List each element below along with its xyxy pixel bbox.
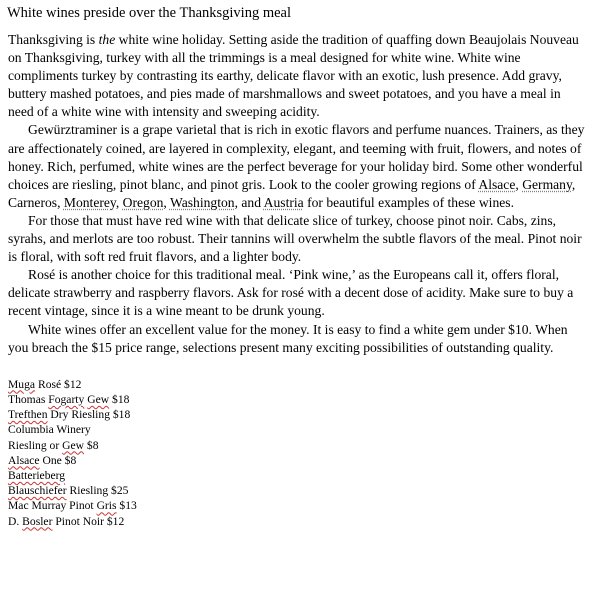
separator: , and: [234, 194, 264, 210]
paragraph-2-text-b: for beautiful examples of these wines.: [303, 194, 514, 210]
separator: ,: [515, 176, 523, 192]
wine-list-text: Riesling or: [8, 438, 63, 452]
place-oregon[interactable]: Oregon: [122, 194, 164, 210]
paragraph-2-text-a: Gewürztraminer is a grape varietal that is rich in exotic flavors and perfume nuances. Trainers, as they are affectionately coined, are layered in complexity, elegant, and teeming with fruit, flowers, and notes of honey. Rich, perfumed, white wines are the perfect beverage for your holiday bird. Some other wonderful choices are riesling, pinot blanc, and pinot gris. Look to the cooler growing regions of: [8, 122, 585, 192]
wine-list-text: Riesling $25: [66, 484, 129, 498]
spellcheck-flagged-word[interactable]: Alsace: [8, 453, 40, 467]
place-austria[interactable]: Austria: [263, 194, 304, 210]
wine-list-text: $18: [109, 392, 130, 406]
paragraph-5: White wines offer an excellent value for the money. It is easy to find a white gem under $10. When you breach the $15 price range, selections present many exciting possibilities of outstanding quality.: [8, 321, 568, 355]
spellcheck-flagged-word[interactable]: Gew: [87, 392, 110, 406]
place-alsace[interactable]: Alsace: [478, 176, 516, 192]
article-body: [8, 31, 588, 357]
wine-list-text: Pinot Noir $12: [52, 514, 125, 528]
separator: ,: [163, 194, 170, 210]
paragraph-1: [8, 31, 588, 121]
wine-list-text: $8: [84, 438, 99, 452]
spellcheck-flagged-word[interactable]: Bosler: [22, 514, 53, 528]
spellcheck-flagged-word[interactable]: Gew: [62, 438, 85, 452]
wine-list-item: [8, 392, 588, 407]
wine-list-item: [8, 498, 588, 513]
paragraph-1-text-b: white wine holiday. Setting aside the tradition of quaffing down Beaujolais Nouveau on Thanksgiving, turkey with all the trimmings is a meal designed for white wine. White wine compliments turkey by contrasting its earthy, delicate flavor with an exotic, lush presence. Add gravy, buttery mashed potatoes, and pies made of marshmallows and sweet potatoes, and you have a meal in need of a white wine with intensity and sweeping acidity.: [8, 32, 579, 120]
wine-list-text: Thomas: [8, 392, 49, 406]
spellcheck-flagged-word[interactable]: Gris: [96, 499, 117, 513]
wine-list-item: [8, 438, 588, 453]
wine-list-text: D.: [8, 514, 23, 528]
wine-list-item: [8, 453, 588, 468]
place-germany[interactable]: Germany: [522, 176, 572, 192]
spellcheck-flagged-word[interactable]: Blauschiefer: [8, 484, 67, 498]
article-headline: White wines preside over the Thanksgiving meal: [7, 5, 292, 21]
spellcheck-flagged-word[interactable]: Trefthen: [8, 408, 48, 422]
spellcheck-flagged-word[interactable]: Batterieberg: [8, 468, 66, 482]
wine-list-item: [8, 377, 588, 392]
wine-list-text: Columbia Winery: [8, 423, 91, 437]
paragraph-4: Rosé is another choice for this traditional meal. ‘Pink wine,’ as the Europeans call it, offers floral, delicate strawberry and raspberry flavors. Ask for rosé with a decent dose of acidity. Make sure to buy a recent vintage, since it is a wine meant to be drunk young.: [8, 267, 574, 319]
wine-list-item: [8, 514, 588, 529]
paragraph-1-text-a: Thanksgiving is: [8, 32, 99, 47]
wine-list-text: Rosé $12: [35, 377, 82, 391]
place-washington[interactable]: Washington: [169, 194, 235, 210]
paragraph-1-emphasis: the: [98, 32, 116, 47]
wine-list-text: One $8: [39, 453, 77, 467]
separator: ,: [115, 194, 123, 210]
wine-list: [8, 377, 588, 529]
wine-list-item: [8, 422, 588, 437]
wine-list-text: $13: [116, 499, 137, 513]
separator: , Carneros,: [8, 176, 576, 210]
wine-list-text: Mac Murray Pinot: [8, 499, 97, 513]
wine-list-item: [8, 468, 588, 483]
wine-list-text: Dry Riesling $18: [47, 408, 131, 422]
spellcheck-flagged-word[interactable]: Fogarty: [48, 392, 85, 406]
paragraph-3: For those that must have red wine with that delicate slice of turkey, choose pinot noir. Cabs, zins, syrahs, and merlots are too robust. Their tannins will overwhelm the subtle flavors of the meal. Pinot noir is floral, with soft red fruit flavors, and a lighter body.: [8, 212, 582, 265]
paragraph-2: [8, 121, 588, 211]
place-monterey[interactable]: Monterey: [63, 194, 116, 210]
wine-list-item: [8, 483, 588, 498]
wine-list-item: [8, 407, 588, 422]
spellcheck-flagged-word[interactable]: Muga: [8, 377, 36, 391]
